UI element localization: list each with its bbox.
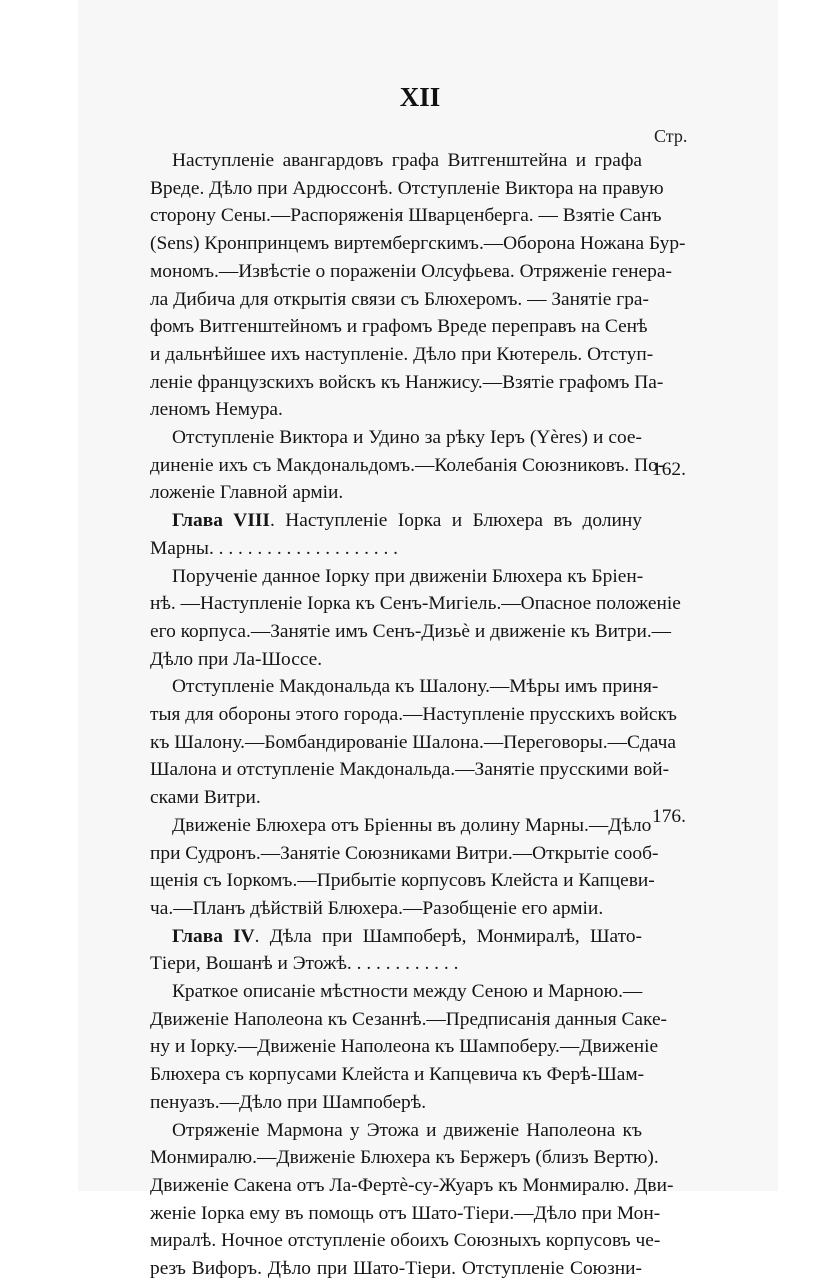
toc-line: Блюхера съ корпусами Клейста и Капцевича къ Ферѣ-Шам- [150, 1064, 645, 1086]
toc-line: Движеніе Сакена отъ Ла-Фертѐ-су-Жуаръ къ Монмиралю. Дви- [150, 1174, 674, 1196]
toc-line: пенуазъ.—Дѣло при Шампоберѣ. [150, 1091, 427, 1113]
toc-line: миралѣ. Ночное отступленіе обоихъ Союзныхъ корпусовъ че- [150, 1230, 661, 1252]
toc-line: Движеніе Наполеона къ Сезаннѣ.—Предписанія данныя Саке- [150, 1008, 668, 1030]
toc-line: Марны. . . . . . . . . . . . . . . . . . . . [150, 535, 630, 563]
toc-line: Вреде. Дѣло при Ардюссонѣ. Отступленіе Виктора на правую [150, 177, 664, 199]
toc-line: диненіе ихъ съ Макдональдомъ.—Колебанія Союзниковъ. По- [150, 454, 665, 476]
dot-leader: . . . . . . . . . . . . [346, 953, 459, 975]
toc-line: Глава VIII. Наступленіе Іорка и Блюхера въ долину [172, 510, 642, 532]
toc-line: Наступленіе авангардовъ графа Витгенштейна и графа [172, 150, 642, 171]
page-ref-chapter-viii: 162. [652, 459, 686, 480]
toc-line: Движеніе Блюхера отъ Бріенны въ долину Марны.—Дѣло [172, 814, 652, 836]
toc-line: сторону Сены.—Распоряженія Шварценберга. — Взятіе Санъ [150, 205, 662, 227]
toc-line: Отступленіе Виктора и Удино за рѣку Іеръ (Yèrеs) и сое- [172, 427, 642, 448]
toc-line: фомъ Витгенштейномъ и графомъ Вреде переправъ на Сенѣ [150, 316, 648, 338]
toc-line: Отступленіе Макдональда къ Шалону.—Мѣры имъ приня- [172, 676, 659, 698]
toc-line: Глава IV. Дѣла при Шампоберѣ, Монмиралѣ, Шато- [172, 925, 642, 947]
chapter-label: Глава IV [172, 925, 255, 947]
toc-line: ложеніе Главной арміи. [150, 482, 344, 504]
toc-line: нѣ. —Наступленіе Іорка къ Сенъ-Мигіель.—Опасное положеніе [150, 593, 681, 615]
toc-line: женіе Іорка ему въ помощь отъ Шато-Тіери.—Дѣло при Мон- [150, 1202, 661, 1224]
toc-line: Тіери, Вошанѣ и Этожѣ. . . . . . . . . . . . [150, 950, 630, 978]
toc-line: тыя для обороны этого города.—Наступленіе прусскихъ войскъ [150, 704, 677, 725]
toc-line: леніе французскихъ войскъ къ Нанжису.—Взятіе графомъ Па- [150, 371, 664, 393]
toc-line: его корпуса.—Занятіе имъ Сенъ-Дизьѐ и движеніе къ Витри.— [150, 620, 672, 642]
toc-line: резъ Вифоръ. Дѣло при Шато-Тіери. Отступленіе Союзни- [150, 1258, 642, 1279]
dot-leader: . . . . . . . . . . . . . . . . . . . . [208, 537, 399, 559]
toc-line: ну и Іорку.—Движеніе Наполеона къ Шампоберу.—Движеніе [150, 1036, 659, 1058]
chapter-label: Глава VIII [172, 510, 270, 532]
toc-line: Шалона и отступленіе Макдональда.—Занятіе прусскими вой- [150, 759, 670, 781]
toc-line: сками Витри. [150, 787, 261, 809]
toc-line: и дальнѣйшее ихъ наступленіе. Дѣло при Кютерель. Отступ- [150, 343, 654, 365]
toc-line: (Sens) Кронпринцемъ виртембергскимъ.—Оборона Ножана Бур- [150, 233, 686, 255]
toc-line: къ Шалону.—Бомбандированіе Шалона.—Переговоры.—Сдача [150, 731, 676, 753]
toc-line: Монмиралю.—Движеніе Блюхера къ Бержеръ (близъ Вертю). [150, 1147, 659, 1169]
toc-line: Отряженіе Мармона у Этожа и движеніе Наполеона къ [172, 1119, 642, 1141]
toc-line: леномъ Немура. [150, 399, 283, 421]
toc-line: Дѣло при Ла-Шоссе. [150, 648, 323, 670]
toc-line: Краткое описаніе мѣстности между Сеною и Марною.— [172, 981, 643, 1002]
page-column-header: Стр. [654, 126, 688, 146]
page-ref-chapter-iv: 176. [652, 806, 686, 827]
toc-line: мономъ.—Извѣстіе о пораженіи Олсуфьева. Отряженіе генера- [150, 260, 672, 282]
toc-line: при Судронъ.—Занятіе Союзниками Витри.—Открытіе сооб- [150, 842, 659, 864]
toc-line: ча.—Планъ дѣйствій Блюхера.—Разобщеніе его арміи. [150, 897, 604, 919]
toc-line: щенія съ Іоркомъ.—Прибытіе корпусовъ Клейста и Капцеви- [150, 870, 655, 892]
toc-line: Порученіе данное Іорку при движеніи Блюхера къ Бріен- [172, 565, 644, 587]
toc-line: ла Дибича для открытія связи съ Блюхеромъ. — Занятіе гра- [150, 288, 649, 310]
page-roman-number: XII [399, 82, 441, 112]
